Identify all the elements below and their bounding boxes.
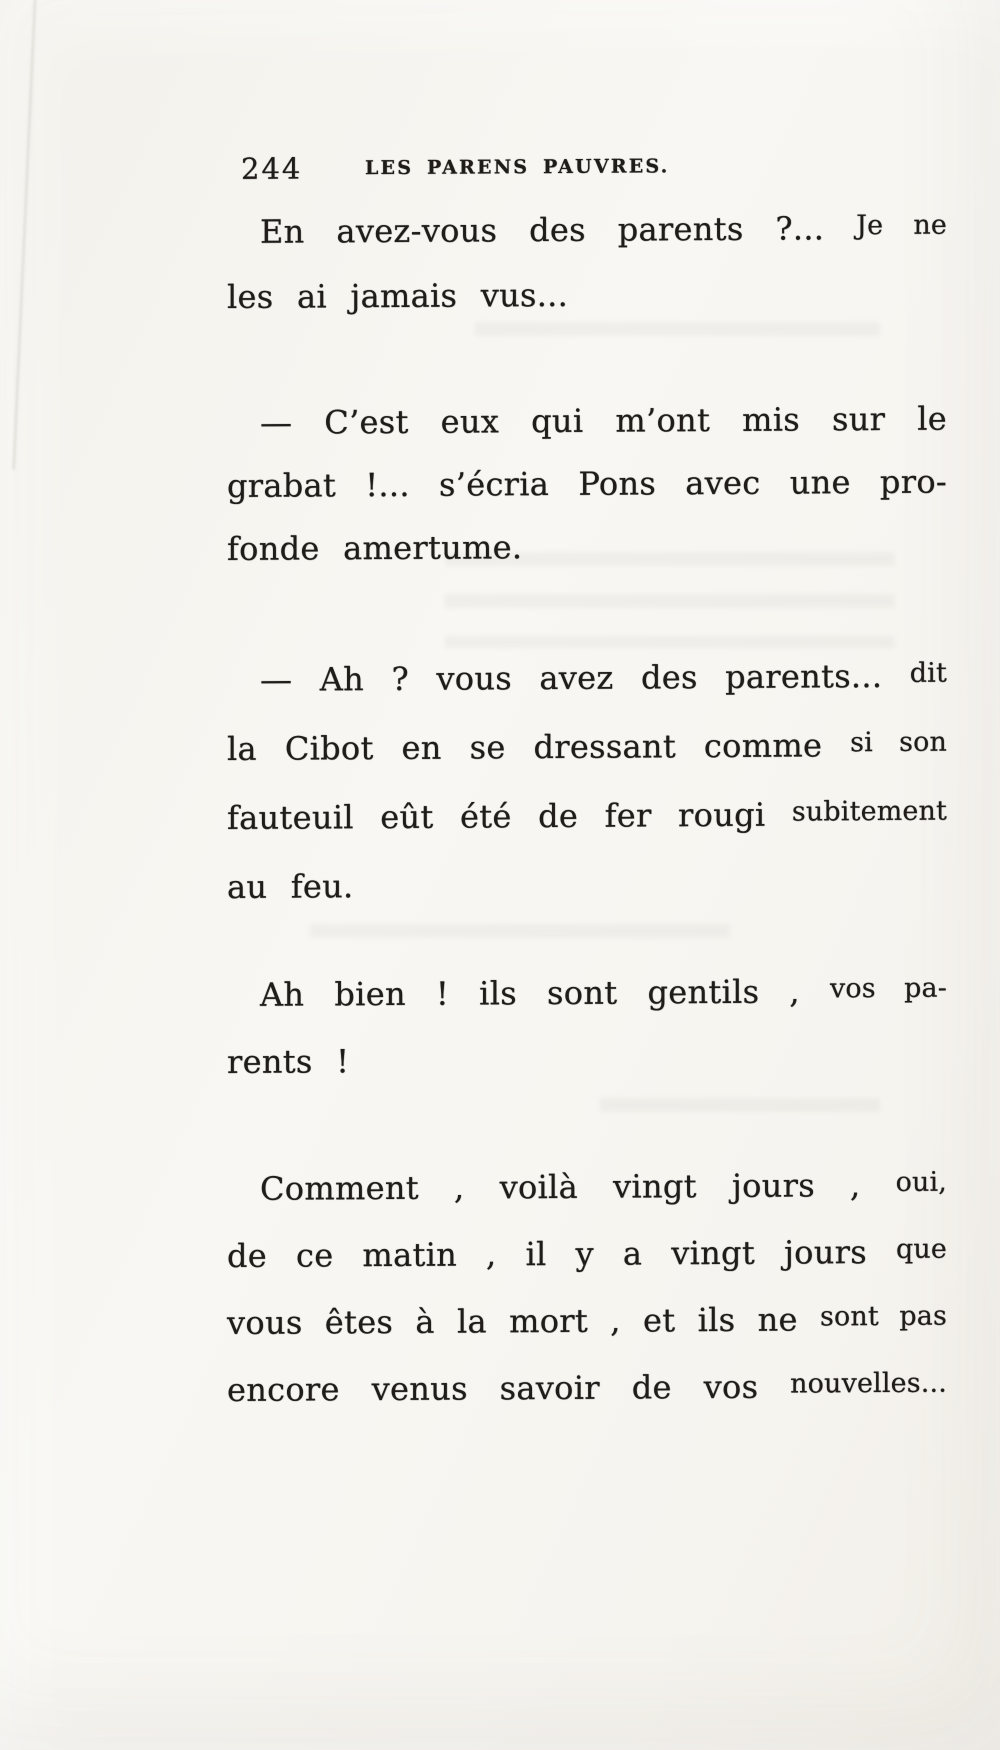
line-tail: nouvelles... xyxy=(790,1367,947,1400)
text-line xyxy=(227,959,947,1030)
line-text: de ce matin , il y a vingt jours xyxy=(227,1233,867,1275)
line-text: Ah bien ! ils sont gentils , xyxy=(260,972,800,1014)
text-line xyxy=(227,388,947,455)
text-line xyxy=(227,451,947,518)
text-line xyxy=(227,712,947,785)
text-line xyxy=(227,1354,947,1425)
text-line xyxy=(227,1153,947,1224)
line-text: la Cibot en se dressant comme xyxy=(227,726,823,768)
text-line xyxy=(227,850,947,920)
line-text: — Ah ? vous avez des parents... xyxy=(260,656,883,699)
paragraph xyxy=(227,1153,947,1425)
line-text: rents ! xyxy=(227,1042,350,1081)
text-line xyxy=(227,1287,947,1358)
line-tail: oui, xyxy=(895,1166,947,1198)
line-tail: si son xyxy=(850,726,947,759)
line-tail: Je ne xyxy=(856,209,948,242)
paragraph xyxy=(227,959,947,1094)
line-tail: sont pas xyxy=(820,1300,947,1333)
line-text: fonde amertume. xyxy=(227,528,523,568)
text-line xyxy=(227,514,947,581)
line-text: fauteuil eût été de fer rougi xyxy=(227,795,766,837)
text-line xyxy=(227,262,947,328)
line-tail: subitement xyxy=(791,795,947,828)
line-text: vous êtes à la mort , et ils ne xyxy=(227,1300,798,1342)
paragraph xyxy=(227,197,947,328)
line-tail: vos pa- xyxy=(829,972,947,1005)
text-line xyxy=(227,1220,947,1291)
paper-crease xyxy=(13,0,38,470)
line-text: au feu. xyxy=(227,867,354,906)
line-tail: dit xyxy=(909,657,947,689)
paragraph xyxy=(227,643,947,920)
line-text: Comment , voilà vingt jours , xyxy=(260,1166,861,1208)
line-text: — C’est eux qui m’ont mis sur le xyxy=(260,399,947,442)
text-line xyxy=(227,643,947,716)
text-line xyxy=(227,197,947,266)
page-header xyxy=(227,146,947,200)
line-tail: que xyxy=(895,1233,947,1265)
page-number: 244 xyxy=(241,151,303,186)
text-line xyxy=(227,781,947,854)
running-title: LES PARENS PAUVRES. xyxy=(365,155,670,180)
line-text: les ai jamais vus... xyxy=(227,275,569,316)
line-text: En avez-vous des parents ?... xyxy=(260,209,825,251)
text-block xyxy=(227,0,947,1750)
paragraph xyxy=(227,388,947,581)
line-text: grabat !... s’écria Pons avec une pro- xyxy=(227,462,947,505)
text-line xyxy=(227,1026,947,1094)
line-text: encore venus savoir de vos xyxy=(227,1367,759,1409)
